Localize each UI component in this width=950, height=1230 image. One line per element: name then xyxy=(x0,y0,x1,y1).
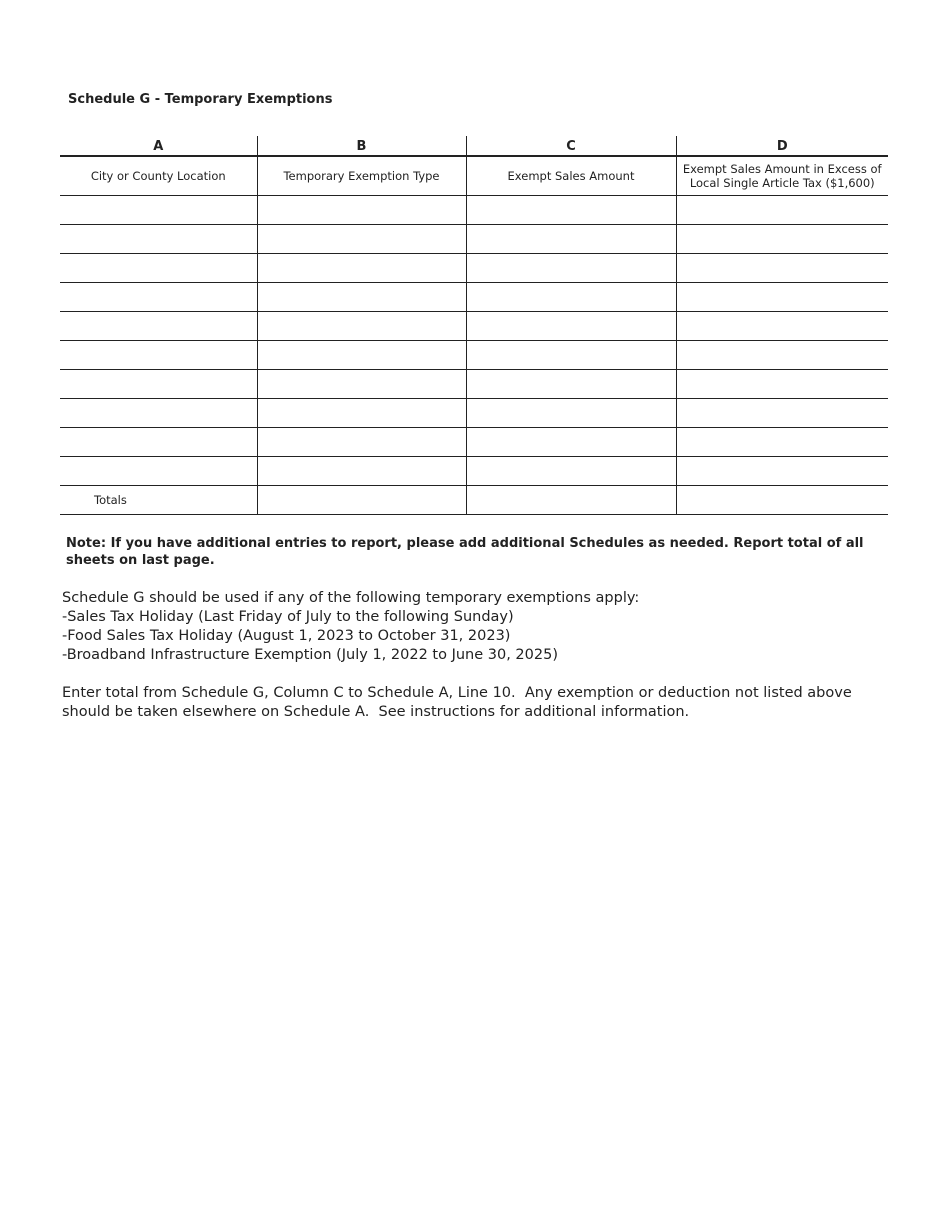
instructions-closing-line-2: should be taken elsewhere on Schedule A. See instructions for additional information. xyxy=(62,704,690,720)
schedule-title: Schedule G - Temporary Exemptions xyxy=(68,92,333,107)
table-row xyxy=(60,370,888,399)
header-city-county-location: City or County Location xyxy=(60,156,257,196)
exemption-type-cell[interactable] xyxy=(257,399,466,428)
table-row xyxy=(60,312,888,341)
location-cell[interactable] xyxy=(60,225,257,254)
exemption-type-cell[interactable] xyxy=(257,341,466,370)
column-letter-c: C xyxy=(466,136,676,156)
excess-amount-cell[interactable] xyxy=(676,370,888,399)
exempt-amount-cell[interactable] xyxy=(466,457,676,486)
totals-excess-amount-cell[interactable] xyxy=(676,486,888,515)
location-cell[interactable] xyxy=(60,457,257,486)
additional-entries-note: Note: If you have additional entries to report, please add additional Schedules as needed. Report total of all sheets on last page. xyxy=(66,536,864,568)
exempt-amount-cell[interactable] xyxy=(466,428,676,457)
column-headers-row xyxy=(60,156,888,196)
column-letter-b: B xyxy=(257,136,466,156)
instructions-block xyxy=(62,589,902,722)
location-cell[interactable] xyxy=(60,254,257,283)
excess-amount-cell[interactable] xyxy=(676,399,888,428)
exemption-type-cell[interactable] xyxy=(257,196,466,225)
excess-amount-cell[interactable] xyxy=(676,196,888,225)
column-letter-a: A xyxy=(60,136,257,156)
table-row xyxy=(60,457,888,486)
column-letters-row xyxy=(60,136,888,156)
instructions-intro: Schedule G should be used if any of the following temporary exemptions apply: xyxy=(62,590,640,606)
excess-amount-cell[interactable] xyxy=(676,312,888,341)
table-row xyxy=(60,196,888,225)
table-row xyxy=(60,254,888,283)
totals-exempt-amount-cell[interactable] xyxy=(466,486,676,515)
totals-label: Totals xyxy=(60,486,257,515)
exemptions-table xyxy=(60,136,888,515)
header-temporary-exemption-type: Temporary Exemption Type xyxy=(257,156,466,196)
exempt-amount-cell[interactable] xyxy=(466,370,676,399)
excess-amount-cell[interactable] xyxy=(676,428,888,457)
location-cell[interactable] xyxy=(60,370,257,399)
location-cell[interactable] xyxy=(60,196,257,225)
exemption-type-cell[interactable] xyxy=(257,312,466,341)
excess-amount-cell[interactable] xyxy=(676,225,888,254)
exemption-type-cell[interactable] xyxy=(257,254,466,283)
excess-amount-cell[interactable] xyxy=(676,254,888,283)
table-row xyxy=(60,225,888,254)
exemption-type-cell[interactable] xyxy=(257,370,466,399)
exempt-amount-cell[interactable] xyxy=(466,225,676,254)
instructions-closing-line-1: Enter total from Schedule G, Column C to Schedule A, Line 10. Any exemption or deduction not listed above xyxy=(62,685,852,701)
table-row xyxy=(60,341,888,370)
location-cell[interactable] xyxy=(60,283,257,312)
exempt-amount-cell[interactable] xyxy=(466,196,676,225)
exemption-type-cell[interactable] xyxy=(257,428,466,457)
column-letter-d: D xyxy=(676,136,888,156)
location-cell[interactable] xyxy=(60,399,257,428)
exemption-type-cell[interactable] xyxy=(257,457,466,486)
exemption-item-sales-tax-holiday: -Sales Tax Holiday (Last Friday of July to the following Sunday) xyxy=(62,609,514,625)
location-cell[interactable] xyxy=(60,428,257,457)
exemption-item-broadband: -Broadband Infrastructure Exemption (July 1, 2022 to June 30, 2025) xyxy=(62,647,558,663)
location-cell[interactable] xyxy=(60,341,257,370)
excess-amount-cell[interactable] xyxy=(676,457,888,486)
totals-exemption-type-cell[interactable] xyxy=(257,486,466,515)
table-row xyxy=(60,283,888,312)
totals-row xyxy=(60,486,888,515)
header-exempt-sales-excess: Exempt Sales Amount in Excess of Local Single Article Tax ($1,600) xyxy=(676,156,888,196)
location-cell[interactable] xyxy=(60,312,257,341)
excess-amount-cell[interactable] xyxy=(676,283,888,312)
exemption-item-food-sales-tax-holiday: -Food Sales Tax Holiday (August 1, 2023 to October 31, 2023) xyxy=(62,628,511,644)
table-row xyxy=(60,399,888,428)
exempt-amount-cell[interactable] xyxy=(466,312,676,341)
exempt-amount-cell[interactable] xyxy=(466,399,676,428)
excess-amount-cell[interactable] xyxy=(676,341,888,370)
table-row xyxy=(60,428,888,457)
header-exempt-sales-amount: Exempt Sales Amount xyxy=(466,156,676,196)
exempt-amount-cell[interactable] xyxy=(466,254,676,283)
exemption-type-cell[interactable] xyxy=(257,225,466,254)
exemption-type-cell[interactable] xyxy=(257,283,466,312)
exempt-amount-cell[interactable] xyxy=(466,283,676,312)
exempt-amount-cell[interactable] xyxy=(466,341,676,370)
